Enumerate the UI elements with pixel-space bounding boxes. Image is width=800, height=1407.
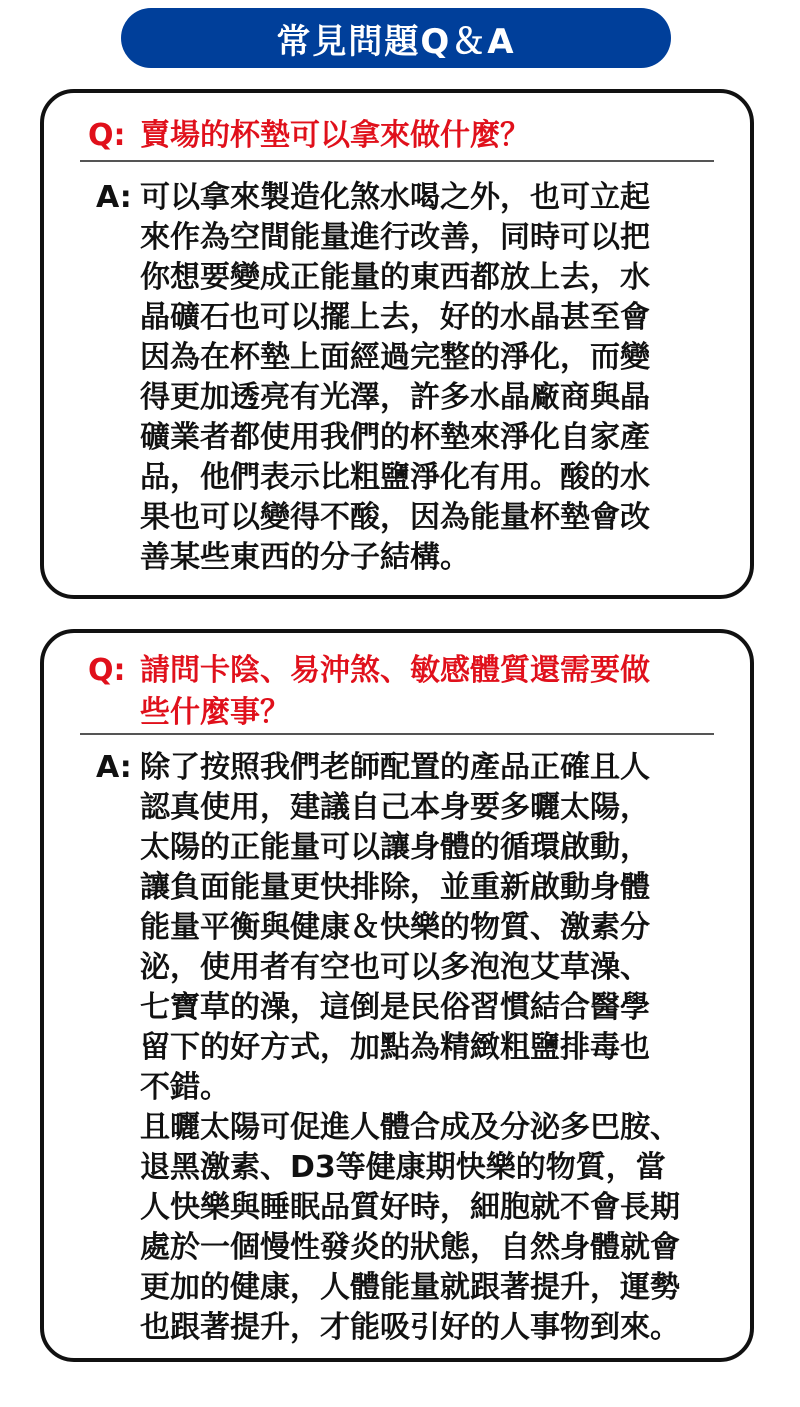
answer-prefix: A:	[96, 750, 132, 785]
question-2	[88, 650, 730, 734]
answer-line: 人快樂與睡眠品質好時，細胞就不會長期	[140, 1190, 680, 1225]
answer-line: 留下的好方式，加點為精緻粗鹽排毒也	[140, 1030, 650, 1065]
answer-line: 能量平衡與健康＆快樂的物質、激素分	[140, 910, 650, 945]
answer-line: 更加的健康，人體能量就跟著提升，運勢	[140, 1270, 680, 1305]
qa-card-1	[40, 89, 754, 599]
question-prefix: Q:	[88, 653, 126, 688]
answer-line: 退黑激素、D3等健康期快樂的物質，當	[140, 1150, 666, 1185]
answer-line: 泌，使用者有空也可以多泡泡艾草澡、	[140, 950, 650, 985]
answer-line: 七寶草的澡，這倒是民俗習慣結合醫學	[140, 990, 650, 1025]
answer-line: 因為在杯墊上面經過完整的淨化，而變	[140, 340, 650, 375]
question-text: 賣場的杯墊可以拿來做什麼？	[140, 118, 530, 153]
answer-prefix: A:	[96, 180, 132, 215]
question-line: 些什麼事？	[140, 695, 290, 730]
answer-line: 可以拿來製造化煞水喝之外，也可立起	[140, 180, 650, 215]
question-text	[140, 650, 730, 734]
page-title: 常見問題Q＆A	[121, 8, 671, 68]
qa-card-2	[40, 629, 754, 1362]
answer-line: 除了按照我們老師配置的產品正確且人	[140, 750, 650, 785]
question-1	[88, 115, 730, 157]
question-prefix: Q:	[88, 118, 126, 153]
answer-1	[140, 178, 740, 578]
answer-2	[140, 748, 740, 1348]
divider	[80, 733, 714, 735]
answer-line: 果也可以變得不酸，因為能量杯墊會改	[140, 500, 650, 535]
answer-line: 不錯。	[140, 1070, 230, 1105]
answer-line: 且曬太陽可促進人體合成及分泌多巴胺、	[140, 1110, 680, 1145]
answer-line: 你想要變成正能量的東西都放上去，水	[140, 260, 650, 295]
answer-line: 礦業者都使用我們的杯墊來淨化自家產	[140, 420, 650, 455]
answer-line: 太陽的正能量可以讓身體的循環啟動，	[140, 830, 650, 865]
question-line: 請問卡陰、易沖煞、敏感體質還需要做	[140, 653, 650, 688]
answer-line: 晶礦石也可以擺上去，好的水晶甚至會	[140, 300, 650, 335]
answer-line: 讓負面能量更快排除，並重新啟動身體	[140, 870, 650, 905]
divider	[80, 160, 714, 162]
answer-line: 處於一個慢性發炎的狀態，自然身體就會	[140, 1230, 680, 1265]
answer-line: 善某些東西的分子結構。	[140, 540, 470, 575]
answer-line: 品，他們表示比粗鹽淨化有用。酸的水	[140, 460, 650, 495]
answer-line: 來作為空間能量進行改善，同時可以把	[140, 220, 650, 255]
answer-line: 得更加透亮有光澤，許多水晶廠商與晶	[140, 380, 650, 415]
answer-line: 也跟著提升，才能吸引好的人事物到來。	[140, 1310, 680, 1345]
answer-line: 認真使用，建議自己本身要多曬太陽，	[140, 790, 650, 825]
